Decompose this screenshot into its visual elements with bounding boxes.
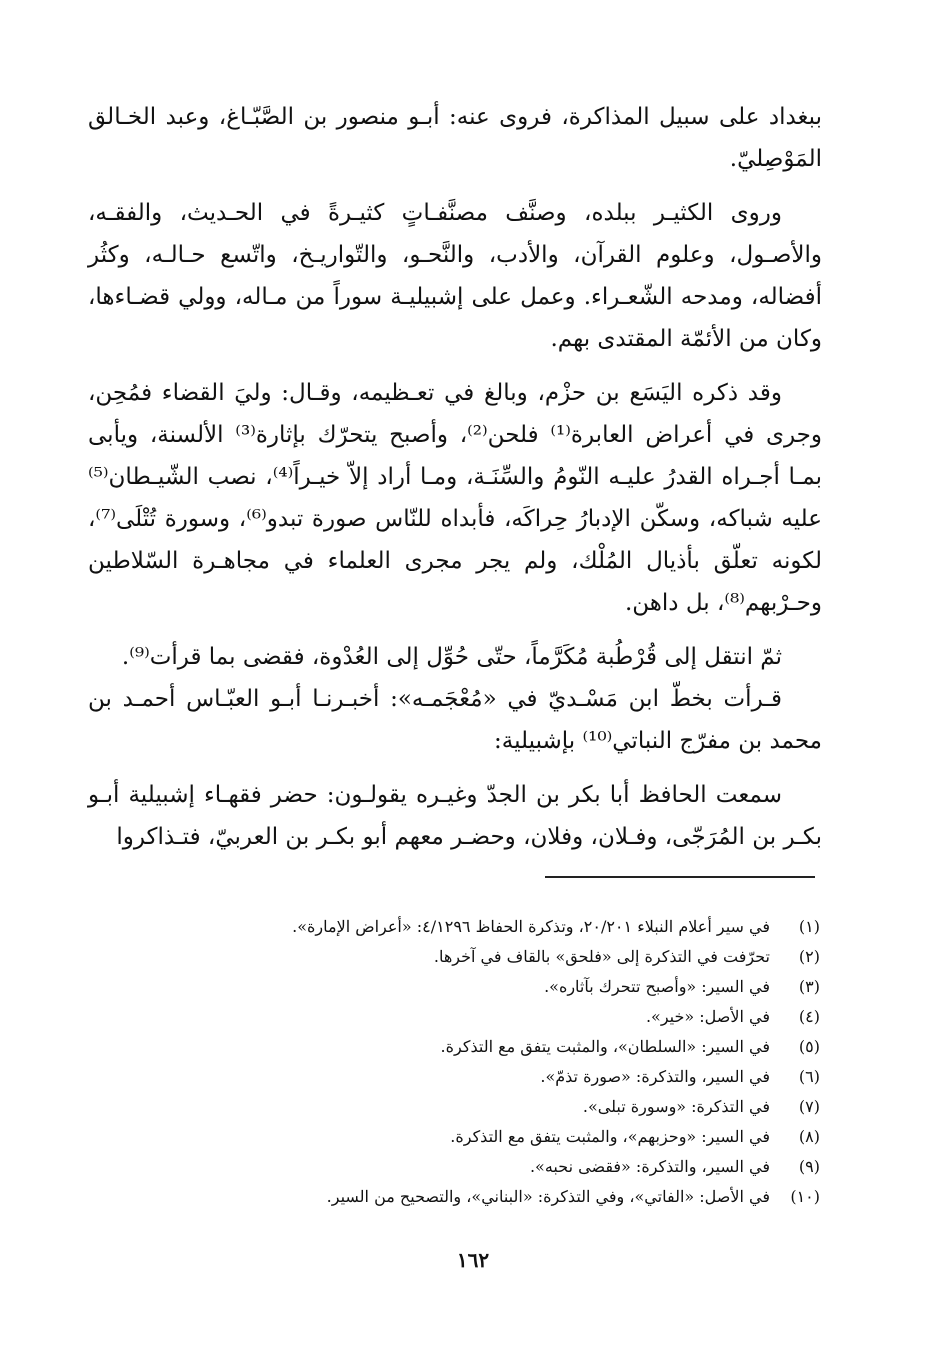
footnote-number: (٧)	[798, 1097, 820, 1116]
footnote-text: في السير: «وحزبهم»، والمثبت يتفق مع التذكرة.	[450, 1127, 770, 1146]
main-text	[88, 96, 822, 858]
footnote-text: في التذكرة: «وسورة تبلى».	[582, 1097, 770, 1116]
paragraph: وقد ذكره اليَسَع بن حزْم، وبالغ في تعـظيمه، وقـال: وليَ القضاء فمُحِن، وجرى في أعراض العابرة⁽¹⁾ فلحن⁽²⁾، وأصبح يتحرّك بإثارة⁽³⁾ الألسنة، ويأبى بمـا أجـراه القدرُ عليـه النّومُ والسِّنَـة، ومـا أراد إلاّ خيـراً⁽⁴⁾، نصب الشّيـطان⁽⁵⁾ عليه شباكه، وسكّن الإدبارُ حِراكَه، فأبداه للنّاس صورة تبدو⁽⁶⁾، وسورة تُتْلَى⁽⁷⁾، لكونه تعلّق بأذيال المُلْك، ولم يجر مجرى العلماء في مجاهـرة السّلاطين وحـرْبهم⁽⁸⁾، بل داهن.	[88, 380, 823, 616]
footnote-text: في الأصل: «الفاتي»، وفي التذكرة: «البناني»، والتصحيح من السير.	[326, 1187, 770, 1206]
footnote	[140, 1032, 820, 1062]
footnote	[140, 1062, 820, 1092]
footnote-separator	[545, 876, 815, 878]
paragraph: ثمّ انتقل إلى قُرْطُبة مُكَرَّماً، حتّى حُوِّل إلى العُدْوة، فقضى بما قرأت⁽⁹⁾.	[121, 644, 782, 670]
footnote-number: (٩)	[798, 1157, 820, 1176]
footnote-text: في السير، والتذكرة: «فقضى نحبه».	[529, 1157, 770, 1176]
paragraph: وروى الكثيـر ببلده، وصنَّف مصنَّفـاتٍ كثيـرةً في الحـديث، والفقـه، والأصـول، وعلوم القرآن، والأدب، والنَّحـو، والتّواريـخ، واتّسع حـالـه، وكثُر أفضاله، ومدحه الشّعـراء. وعمل على إشبيليـة سوراً من مـاله، وولي قضـاءها، وكان من الأئمّة المقتدى بهم.	[88, 200, 822, 352]
footnote	[140, 1182, 820, 1212]
footnote-number: (١)	[798, 917, 820, 936]
footnote-number: (٦)	[798, 1067, 820, 1086]
footnote-text: في السير: «وأصبح تتحرك بآثاره».	[544, 977, 770, 996]
footnote-number: (٤)	[798, 1007, 820, 1026]
paragraph: سمعت الحافظ أبا بكر بن الجدّ وغيـره يقولـون: حضر فقهـاء إشبيلية أبـو بكـر بن المُرَجّى، وفـلان، وفلان، وحضـر معهم أبو بكـر بن العربيّ، فتـذاكروا	[88, 782, 822, 850]
footnote	[140, 1002, 820, 1032]
footnote-number: (٥)	[798, 1037, 820, 1056]
footnote-text: في سير أعلام النبلاء ٢٠/٢٠١، وتذكرة الحفاظ ٤/١٢٩٦: «أعراض الإمارة».	[292, 917, 770, 936]
footnote-number: (٨)	[798, 1127, 820, 1146]
paragraph: قـرأت بخطّ ابن مَسْـديّ في «مُعْجَمـه»: أخبـرنـا أبـو العبّـاس أحمـد بن محمد بن مفرّج النباتي⁽¹⁰⁾ بإشبيلية:	[88, 686, 822, 754]
footnote-text: تحرّفت في التذكرة إلى «فلحق» بالقاف في آخرها.	[433, 947, 770, 966]
footnote	[140, 1092, 820, 1122]
footnote	[140, 912, 820, 942]
footnote-text: في السير: «السلطان»، والمثبت يتفق مع التذكرة.	[440, 1037, 770, 1056]
footnote-text: في الأصل: «خير».	[645, 1007, 770, 1026]
footnote-number: (٢)	[798, 947, 820, 966]
footnote	[140, 1152, 820, 1182]
footnote-number: (٣)	[798, 977, 820, 996]
footnote	[140, 1122, 820, 1152]
footnote	[140, 942, 820, 972]
footnote	[140, 972, 820, 1002]
footnote-number: (١٠)	[790, 1187, 820, 1206]
footnote-text: في السير، والتذكرة: «صورة تذمّ».	[540, 1067, 770, 1086]
footnotes-list	[140, 912, 820, 1212]
page-number: ١٦٢	[456, 1248, 490, 1272]
paragraph: ببغداد على سبيل المذاكرة، فروى عنه: أبـو منصور بن الصَّبّـاغ، وعبد الخـالق المَوْصِليّ.	[88, 104, 822, 172]
